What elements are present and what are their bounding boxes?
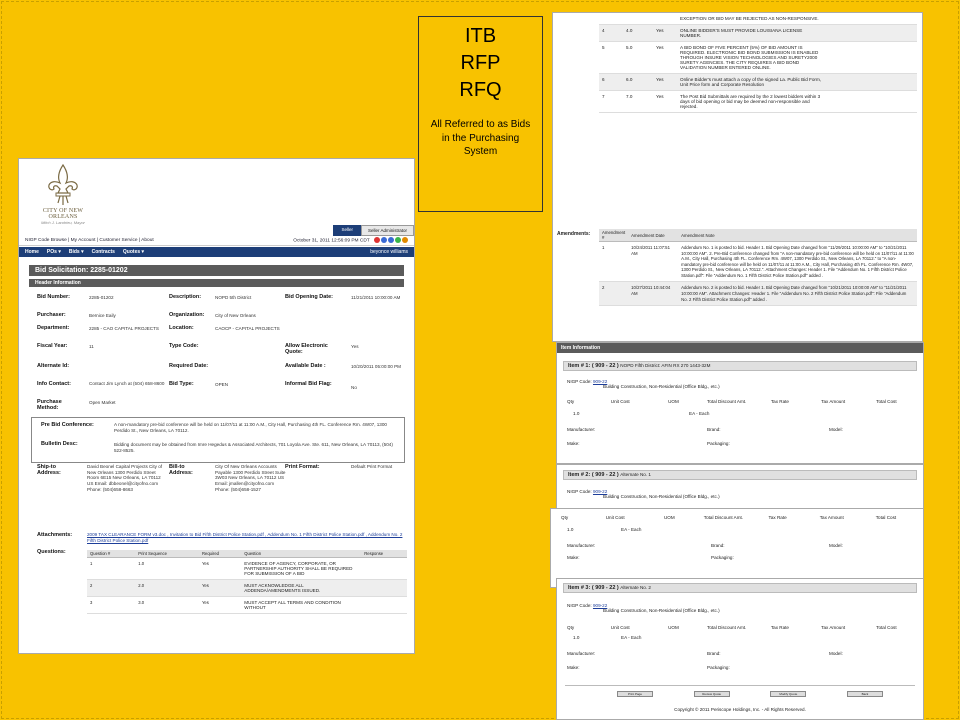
department-label: Department:: [37, 325, 70, 331]
chevron-down-icon: ▾: [141, 249, 145, 255]
table-row: [599, 242, 917, 282]
col-qty: Qty: [567, 625, 575, 630]
q-response: [827, 42, 917, 74]
col-amendment-num: Amendment #: [599, 229, 628, 242]
q-seq: 4.0: [623, 25, 653, 42]
type-code-label: Type Code:: [169, 343, 199, 349]
nigp-code-link[interactable]: 909-22: [592, 379, 608, 384]
attachments-label: Attachments:: [37, 532, 73, 538]
city-logo: [33, 163, 93, 233]
q-req: Yes: [653, 74, 677, 91]
col-tax-amount: Tax Amount: [821, 399, 846, 404]
col-print-sequence: Print Sequence: [135, 550, 199, 558]
q-seq: 6.0: [623, 74, 653, 91]
timestamp: October 31, 2011 12:56:09 PM CDT: [293, 238, 370, 244]
table-row: [599, 13, 917, 25]
bid-type-label: Bid Type:: [169, 381, 194, 387]
table-header-row: [87, 550, 407, 558]
amd-date: 10/24/2011 11:07:51 AM: [628, 242, 678, 282]
bulletin-value: Bidding document may be obtained from Imre Hegedus & Associated Architects, 701 Loyola Ave. Ste. 611, New Orleans, LA 70113, (504) 522-8525.: [114, 442, 393, 453]
table-row: [599, 74, 917, 91]
amd-note: Addendum No. 1 is posted to bid. Header 1. Bid Opening Date changed from "11/29/2011 10:00:00 AM" to "10/21/2011 10:00:00 AM". 2. Pre-Bid Conference changed from "A non-mandatory pre-bid conference will be held on 11/07/11 at 11:00 A.M., City Hall, Purchasing 4th FL. Conference Rm. 4W07, 1300 Perdido St., New Orleans, LA 70112." to "A non-mandatory pre-bid conference will be held on 11/07/11 at 11:00 A.M., City Hall, Purchasing 4th FL. Conference Rm. 4W07, 1300 Perdido St., New Orleans, LA 70112.". Attachment Changes: Header 1. File "Addendum No. 1 Fifth District Police Station.pdf": File "Addendum No. 1 Fifth District Police Station.pdf" added .: [678, 242, 917, 282]
location-value: CAOCP - CAPITAL PROJECTS: [215, 326, 280, 331]
q-num: 4: [599, 25, 623, 42]
bid-type-value: OPEN: [215, 382, 229, 387]
fiscal-year-value: 11: [89, 344, 94, 349]
item-3-make: Make:: [567, 665, 580, 670]
col-unit-cost: Unit Cost: [610, 625, 630, 630]
item-1-header: [563, 361, 917, 371]
informal-flag-value: No: [351, 385, 357, 390]
item-3-uom: EA - Each: [621, 635, 642, 640]
nigp-code-link[interactable]: 909-22: [592, 603, 608, 608]
q-num: 6: [599, 74, 623, 91]
label-itb: ITB: [464, 25, 497, 47]
print-format-value: Default Print Format: [351, 464, 393, 469]
nav-contracts[interactable]: Contracts: [91, 249, 115, 255]
bid-number-value: 2285-01202: [89, 295, 114, 300]
q-num: 5: [599, 42, 623, 74]
chevron-down-icon: ▾: [58, 249, 61, 255]
q-seq: 3.0: [135, 597, 199, 614]
q-seq: [623, 13, 653, 25]
nav-quotes-label: Quotes: [122, 249, 141, 255]
nigp-label: NIGP Code:: [567, 603, 592, 608]
q-text: EVIDENCE OF AGENCY, CORPORATE, OR PARTNERSHIP AUTHORITY SHALL BE REQUIRED FOR SUBMISSION OF A BID: [241, 558, 361, 580]
bulletin-label: Bulletin Desc:: [41, 441, 78, 447]
mayor-name: Mitch J. Landrieu, Mayor: [41, 220, 85, 225]
col-response: Response: [361, 550, 407, 558]
utility-bar: [19, 236, 414, 246]
item-1-brand: Brand:: [707, 427, 721, 432]
col-discount: Total Discount Amt.: [707, 399, 747, 404]
q-text: ONLINE BIDDER'S MUST PROVIDE LOUISIANA LICENSE NUMBER.: [677, 25, 827, 42]
tab-seller[interactable]: Seller: [333, 225, 361, 236]
col-question: Question: [241, 550, 361, 558]
city-name: CITY OF NEW ORLEANS: [42, 208, 84, 220]
col-discount: Total Discount Amt.: [707, 625, 747, 630]
q-seq: 5.0: [623, 42, 653, 74]
item-1-packaging: Packaging:: [707, 441, 730, 446]
q-response: [827, 25, 917, 42]
help-icon[interactable]: [381, 237, 387, 243]
bid-types-callout: [418, 16, 543, 212]
col-uom: UOM: [668, 625, 679, 630]
q-response: [361, 580, 407, 597]
col-uom: UOM: [663, 515, 675, 520]
item-3-brand: Brand:: [707, 651, 721, 656]
utility-links[interactable]: NIGP Code Browse | My Account | Customer Service | About: [25, 238, 154, 243]
q-num: 3: [87, 597, 135, 614]
col-total-cost: Total Cost: [876, 399, 897, 404]
purchaser-label: Purchaser:: [37, 312, 66, 318]
info-contact-label: Info Contact:: [37, 381, 71, 387]
questions-continued-screenshot: [552, 12, 923, 342]
description-label: Description:: [169, 294, 202, 300]
col-tax-amount: Tax Amount: [819, 515, 844, 520]
col-amendment-note: Amendment Note: [678, 229, 917, 242]
q-req: Yes: [199, 580, 241, 597]
table-row: [87, 558, 407, 580]
ship-to-label: Ship-to Address:: [37, 464, 61, 476]
item-2-qty: 1.0: [567, 527, 574, 532]
col-tax-amount: Tax Amount: [821, 625, 846, 630]
item-2-label: Item # 2:: [568, 472, 591, 478]
col-tax-rate: Tax Rate: [770, 399, 789, 404]
questions-table-continued: [599, 13, 917, 113]
location-label: Location:: [169, 325, 194, 331]
attachments-links[interactable]: 2009 TAX CLEARANCE FORM v3.doc , Invitation to Bid Fifth District Police Station.pdf , Addendum No. 1 Fifth District Police Station.pdf , Addendum No. 2 Fifth District Police Station.pdf: [87, 532, 403, 543]
item-1-qty: 1.0: [573, 411, 580, 416]
item-2-model: Model:: [829, 543, 843, 548]
fleur-de-lis-icon: [45, 163, 81, 207]
q-response: [361, 558, 407, 580]
home-icon[interactable]: [402, 237, 408, 243]
item-2-alt: Alternate No. 1: [620, 472, 651, 477]
q-response: [827, 13, 917, 25]
info-icon[interactable]: [388, 237, 394, 243]
current-user: beyonce williams: [370, 249, 408, 255]
item-2-columns: [561, 515, 913, 520]
nav-pos[interactable]: [47, 249, 61, 255]
review-quote-button[interactable]: Review Quote: [694, 691, 730, 697]
q-text: The Post Bid Submittals are required by the 2 lowest bidders within 3 days of bid opening or bid may be deemed non-responsible and rejected.: [677, 91, 827, 113]
tab-seller-administrator[interactable]: Seller Administrator: [361, 225, 414, 236]
allow-electronic-value: Yes: [351, 344, 359, 349]
item-1-manufacturer: Manufacturer:: [567, 427, 596, 432]
col-qty: Qty: [567, 399, 575, 404]
item-information-panel: [556, 342, 924, 464]
amendments-table: [599, 229, 917, 306]
item-2-details: [550, 508, 924, 588]
info-contact-value: Contact Jim Lynch at (504) 658-8600: [89, 381, 165, 386]
page-title: Bid Solicitation: 2285-01202: [29, 265, 404, 276]
modify-quote-button[interactable]: Modify Quote: [770, 691, 806, 697]
col-unit-cost: Unit Cost: [605, 515, 625, 520]
bill-to-value: City Of New Orleans Accounts Payable 1300 Perdido Street Suite 3W03 New Orleans, LA 70112 US Email: jmallen@cityofno.com Phone: (504)658-1527: [215, 464, 286, 492]
col-total-cost: Total Cost: [876, 625, 897, 630]
q-req: Yes: [653, 42, 677, 74]
col-amendment-date: Amendment Date: [628, 229, 678, 242]
item-1-columns: [567, 399, 913, 404]
col-question-num: Question #: [87, 550, 135, 558]
print-format-label: Print Format:: [285, 464, 320, 470]
organization-label: Organization:: [169, 312, 205, 318]
role-tabs: [333, 225, 414, 236]
q-response: [361, 597, 407, 614]
label-rfq: RFQ: [459, 79, 502, 101]
q-text: A BID BOND OF FIVE PERCENT (5%) OF BID AMOUNT IS REQUIRED. ELECTRONIC BID BOND SUBMISSION IS ENABLED THROUGH INSURE VISION TECHNOLOGIES AND SURETY2000 SURETY AGENCIES. THE CITY REQUIRES A BID BOND VALIDATION NUMBER ENTERED ONLINE.: [677, 42, 827, 74]
amendments-label: Amendments:: [557, 231, 591, 237]
item-1-model: Model:: [829, 427, 843, 432]
copyright-footer: Copyright © 2011 Periscope Holdings, Inc. - All Rights Reserved.: [674, 707, 806, 712]
nigp-desc: Building Construction, Non-Residential (Office Bldg., etc.): [603, 494, 720, 499]
item-1-make: Make:: [567, 441, 580, 446]
bid-number-label: Bid Number:: [37, 294, 70, 300]
col-qty: Qty: [561, 515, 569, 520]
allow-electronic-label: Allow Electronic Quote:: [285, 343, 328, 355]
purchase-method-value: Open Market: [89, 400, 116, 405]
table-row: [87, 580, 407, 597]
print-page-button[interactable]: Print Page: [617, 691, 653, 697]
item-1-alt: NOPD Fifth District: AFIN RX 270 1443-32M: [620, 363, 711, 368]
item-2-make: Make:: [567, 555, 580, 560]
item-info-header: Item Information: [557, 343, 923, 353]
main-nav: [19, 247, 414, 257]
available-date-value: 10/20/2011 05:00:00 PM: [351, 364, 401, 369]
q-req: Yes: [653, 91, 677, 113]
section-header: Header Information: [29, 279, 404, 287]
q-text: Online Bidder's must attach a copy of the signed La. Public Bid Form, Unit Price form and Corporate Resolution: [677, 74, 827, 91]
amd-num: 1: [599, 242, 628, 282]
col-uom: UOM: [668, 399, 679, 404]
ship-to-value: David Beonel Capital Projects City of New Orleans 1300 Perdido Street Room 6E15 New Orleans, LA 70112 US Email: dbbeonel@cityofno.com Phone: (504)658-8663: [87, 464, 163, 492]
table-row: [87, 597, 407, 614]
bid-solicitation-screenshot: [18, 158, 415, 654]
item-1-label: Item # 1:: [568, 363, 591, 369]
item-2-code: ( 909 - 22 ): [591, 472, 619, 478]
item-1-nigp: [567, 379, 720, 389]
stop-icon[interactable]: [374, 237, 380, 243]
nav-quotes[interactable]: [123, 249, 144, 255]
item-3-code: ( 909 - 22 ): [591, 585, 619, 591]
q-req: [653, 13, 677, 25]
action-buttons: [617, 691, 883, 697]
purchaser-value: Bernice Eaily: [89, 313, 116, 318]
required-date-label: Required Date:: [169, 363, 209, 369]
questions-label: Questions:: [37, 549, 66, 555]
item-3-manufacturer: Manufacturer:: [567, 651, 596, 656]
bid-opening-label: Bid Opening Date:: [285, 294, 333, 300]
item-2-uom: EA - Each: [621, 527, 642, 532]
nigp-desc: Building Construction, Non-Residential (Office Bldg., etc.): [603, 608, 720, 613]
item-1-code: ( 909 - 22 ): [591, 363, 619, 369]
item-3-header: [563, 583, 917, 593]
nav-pos-label: POs: [46, 249, 57, 255]
q-response: [827, 91, 917, 113]
item-3-nigp: [567, 603, 720, 613]
col-discount: Total Discount Amt.: [703, 515, 744, 520]
nav-bids-label: Bids: [68, 249, 80, 255]
item-1-uom: EA - Each: [689, 411, 710, 416]
item-3-columns: [567, 625, 913, 630]
nav-home[interactable]: Home: [25, 249, 39, 255]
col-required: Required: [199, 550, 241, 558]
refresh-icon[interactable]: [395, 237, 401, 243]
amd-num: 2: [599, 282, 628, 306]
col-tax-rate: Tax Rate: [770, 625, 789, 630]
item-3-panel: [556, 578, 924, 720]
q-seq: 7.0: [623, 91, 653, 113]
table-row: [599, 25, 917, 42]
amd-date: 10/27/2011 10:44:04 AM: [628, 282, 678, 306]
item-2-panel: [556, 464, 924, 510]
amd-note: Addendum No. 2 is posted to bid. Header 1. Bid Opening Date changed from "10/21/2011 10:00:00 AM" to "11/21/2011 10:00:00 AM". Attachment Changes: Header 1. File "Addendum No. 2 Fifth District Police Station.pdf": File "Addendum No. 2 Fifth District Police Station.pdf" added .: [678, 282, 917, 306]
q-num: 7: [599, 91, 623, 113]
alternate-id-label: Alternate Id:: [37, 363, 70, 369]
q-seq: 1.0: [135, 558, 199, 580]
department-value: 2285 - CAO CAPITAL PROJECTS: [89, 326, 159, 331]
pre-bid-label: Pre Bid Conference:: [41, 422, 94, 428]
col-tax-rate: Tax Rate: [768, 515, 787, 520]
item-2-nigp: [567, 489, 720, 499]
item-3-alt: Alternate No. 2: [620, 585, 651, 590]
pre-bid-value: A non-mandatory pre-bid conference will be held on 11/07/11 at 11:00 A.M., City Hall, Purchasing 4th FL. Conference Rm. 4W07, 1300 Perdido St., New Orleans, LA 70112.: [114, 422, 387, 433]
questions-table: [87, 550, 407, 614]
q-response: [827, 74, 917, 91]
q-req: Yes: [653, 25, 677, 42]
bill-to-label: Bill-to Address:: [169, 464, 193, 476]
item-3-packaging: Packaging:: [707, 665, 730, 670]
item-2-header: [563, 470, 917, 480]
q-num: 2: [87, 580, 135, 597]
item-3-qty: 1.0: [573, 635, 580, 640]
purchase-method-label: Purchase Method:: [37, 399, 62, 411]
col-unit-cost: Unit Cost: [610, 399, 630, 404]
timestamp-group: [293, 237, 408, 243]
back-button[interactable]: Back: [847, 691, 883, 697]
nigp-code-link[interactable]: 909-22: [592, 489, 608, 494]
item-3-label: Item # 3:: [568, 585, 591, 591]
label-rfp: RFP: [460, 52, 501, 74]
divider: [565, 685, 915, 686]
label-note: All Referred to as Bids in the Purchasing System: [430, 119, 531, 157]
q-text: EXCEPTION OR BID MAY BE REJECTED AS NON-RESPONSIVE.: [677, 13, 827, 25]
utility-icons: [374, 237, 408, 243]
available-date-label: Available Date :: [285, 363, 326, 369]
nigp-desc: Building Construction, Non-Residential (Office Bldg., etc.): [603, 384, 720, 389]
nigp-label: NIGP Code:: [567, 379, 592, 384]
organization-value: City of New Orleans: [215, 313, 256, 318]
bid-opening-value: 11/21/2011 10:00:00 AM: [351, 295, 401, 300]
table-header-row: [599, 229, 917, 242]
item-2-brand: Brand:: [711, 543, 725, 548]
nav-bids[interactable]: [69, 249, 84, 255]
chevron-down-icon: ▾: [81, 249, 84, 255]
item-2-packaging: Packaging:: [711, 555, 734, 560]
col-total-cost: Total Cost: [875, 515, 897, 520]
informal-flag-label: Informal Bid Flag:: [285, 381, 332, 387]
q-req: Yes: [199, 558, 241, 580]
q-num: 1: [87, 558, 135, 580]
fiscal-year-label: Fiscal Year:: [37, 343, 68, 349]
q-text: MUST ACCEPT ALL TERMS AND CONDITION WITHOUT: [241, 597, 361, 614]
q-req: Yes: [199, 597, 241, 614]
item-3-model: Model:: [829, 651, 843, 656]
nigp-label: NIGP Code:: [567, 489, 592, 494]
q-text: MUST ACKNOWLEDGE ALL ADDENDA/AMENDMENTS ISSUED.: [241, 580, 361, 597]
table-row: [599, 91, 917, 113]
table-row: [599, 282, 917, 306]
description-value: NOPD 5th District: [215, 295, 252, 300]
table-row: [599, 42, 917, 74]
item-2-manufacturer: Manufacturer:: [567, 543, 596, 548]
q-seq: 2.0: [135, 580, 199, 597]
q-num: [599, 13, 623, 25]
